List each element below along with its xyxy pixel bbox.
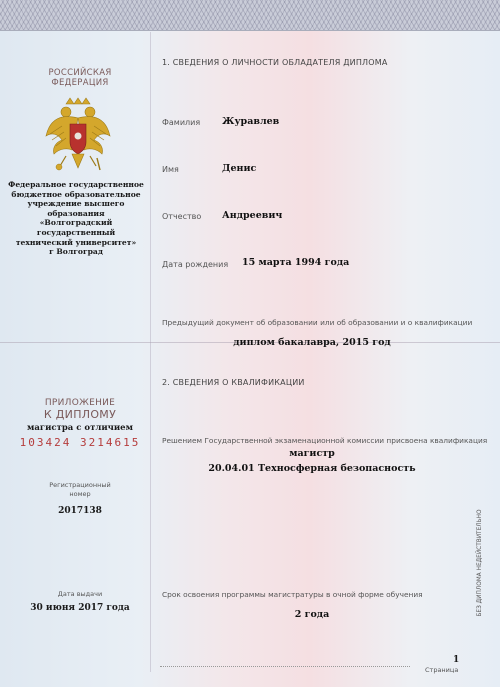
name-label: Имя [162,165,179,174]
institution-line: Федеральное государственное [8,180,144,189]
eagle-emblem-icon [42,96,114,174]
page-label: Страница [425,666,459,674]
reg-number: 2017138 [58,506,102,516]
institution-name [2,180,150,257]
previous-document-label: Предыдущий документ об образовании или об образовании и о квалификации [162,318,473,327]
institution-line: технический университет» [15,237,137,247]
program-duration-value: 2 года [294,609,330,620]
reg-number-label [30,481,130,499]
serial-number: 103424 3214615 [19,436,141,449]
country-line-2: ФЕДЕРАЦИЯ [51,78,109,88]
degree-type: магистра с отличием [27,423,133,433]
birth-date-value: 15 марта 1994 года [242,257,350,268]
qualification-decision-label: Решением Государственной экзаменационной комиссии присвоена квалификация [162,436,488,445]
birth-date-label: Дата рождения [162,260,229,269]
appendix-line-1: ПРИЛОЖЕНИЕ [44,398,116,408]
guilloche-border [0,0,500,31]
appendix-line-2: К ДИПЛОМУ [43,408,117,421]
patronymic-label: Отчество [162,212,202,221]
surname-value: Журавлев [222,116,280,127]
column-divider [150,32,151,672]
specialty-value: 20.04.01 Техносферная безопасность [208,463,416,474]
section-1-title: 1. СВЕДЕНИЯ О ЛИЧНОСТИ ОБЛАДАТЕЛЯ ДИПЛОМА [162,58,388,67]
country-line-1: РОССИЙСКАЯ [48,68,112,78]
surname-label: Фамилия [162,118,201,127]
institution-line: бюджетное образовательное [11,189,141,199]
page-number: 1 [453,655,460,665]
issue-date-label: Дата выдачи [57,590,103,598]
patronymic-value: Андреевич [222,210,283,221]
side-note: БЕЗ ДИПЛОМА НЕДЕЙСТВИТЕЛЬНО [477,509,483,617]
appendix-heading [25,398,135,420]
institution-line: учреждение высшего образования [27,199,125,218]
section-2-title: 2. СВЕДЕНИЯ О КВАЛИФИКАЦИИ [162,378,305,387]
program-duration-label: Срок освоения программы магистратуры в очной форме обучения [162,590,423,599]
footer-line [160,666,410,667]
name-value: Денис [222,163,257,174]
previous-document-value: диплом бакалавра, 2015 год [233,337,391,348]
institution-line: г Волгоград [49,247,103,257]
issue-date: 30 июня 2017 года [30,603,130,613]
institution-line: «Волгоградский государственный [36,218,116,237]
qualification-value: магистр [289,448,335,459]
reg-label-line-2: номер [69,490,91,498]
country-name [35,68,125,88]
reg-label-line-1: Регистрационный [49,481,111,489]
